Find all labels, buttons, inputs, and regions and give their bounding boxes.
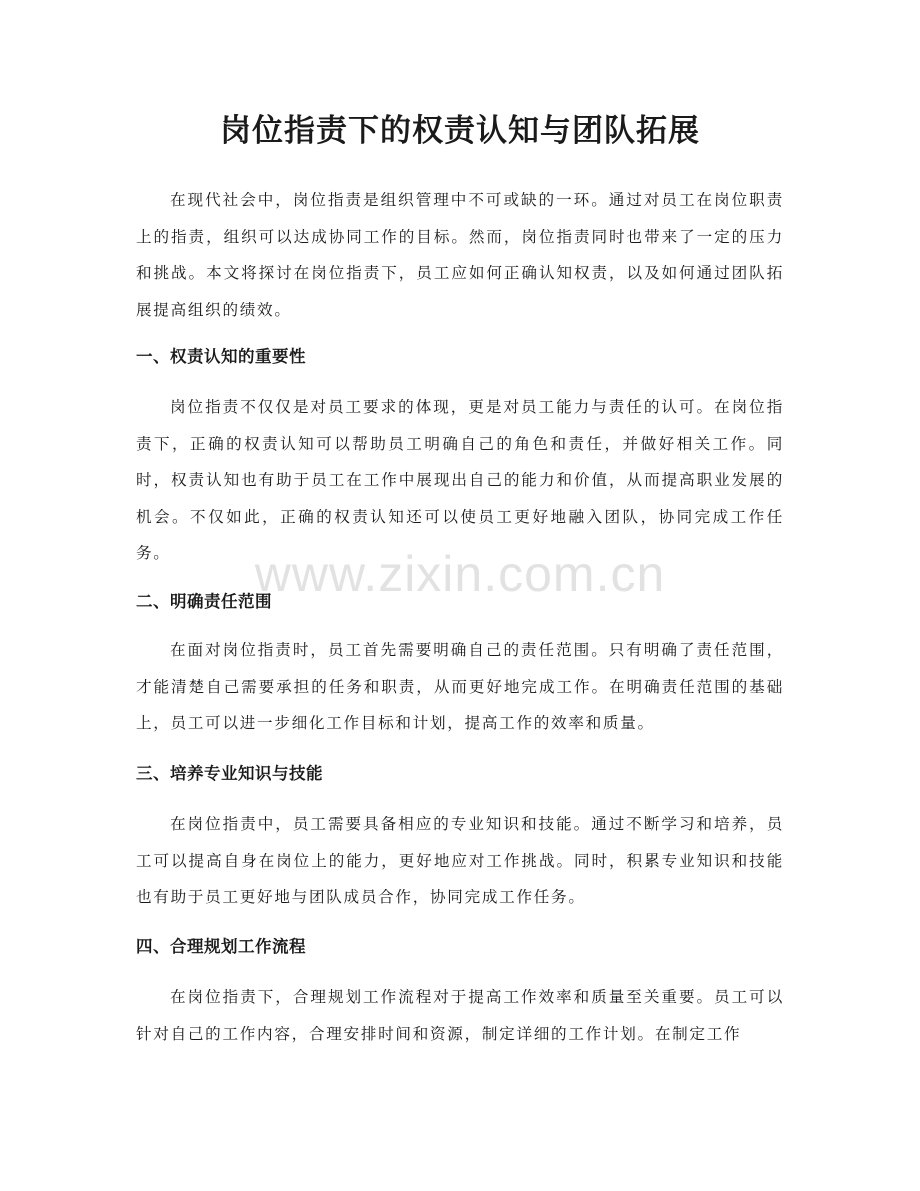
section-heading-2: 二、明确责任范围: [136, 592, 272, 611]
watermark: www.zixin.com.cn: [254, 546, 666, 602]
section-body-4: 在岗位指责下，合理规划工作流程对于提高工作效率和质量至关重要。员工可以针对自己的工作内容，合理安排时间和资源，制定详细的工作计划。在制定工作: [136, 988, 784, 1043]
section-heading-4: 四、合理规划工作流程: [136, 937, 306, 956]
section-body-1: 岗位指责不仅仅是对员工要求的体现，更是对员工能力与责任的认可。在岗位指责下，正确的权责认知可以帮助员工明确自己的角色和责任，并做好相关工作。同时，权责认知也有助于员工在工作中展现出自己的能力和价值，从而提高职业发展的机会。不仅如此，正确的权责认知还可以使员工更好地融入团队，协同完成工作任务。: [136, 398, 784, 562]
intro-paragraph: 在现代社会中，岗位指责是组织管理中不可或缺的一环。通过对员工在岗位职责上的指责，组织可以达成协同工作的目标。然而，岗位指责同时也带来了一定的压力和挑战。本文将探讨在岗位指责下，员工应如何正确认知权责，以及如何通过团队拓展提高组织的绩效。: [136, 191, 784, 319]
document-title: 岗位指责下的权责认知与团队拓展: [220, 113, 700, 149]
section-body-3: 在岗位指责中，员工需要具备相应的专业知识和技能。通过不断学习和培养，员工可以提高自身在岗位上的能力，更好地应对工作挑战。同时，积累专业知识和技能也有助于员工更好地与团队成员合作，协同完成工作任务。: [136, 815, 784, 906]
section-body-2: 在面对岗位指责时，员工首先需要明确自己的责任范围。只有明确了责任范围，才能清楚自己需要承担的任务和职责，从而更好地完成工作。在明确责任范围的基础上，员工可以进一步细化工作目标和计划，提高工作的效率和质量。: [136, 641, 784, 732]
section-heading-3: 三、培养专业知识与技能: [136, 764, 323, 783]
section-heading-1: 一、权责认知的重要性: [136, 347, 306, 366]
